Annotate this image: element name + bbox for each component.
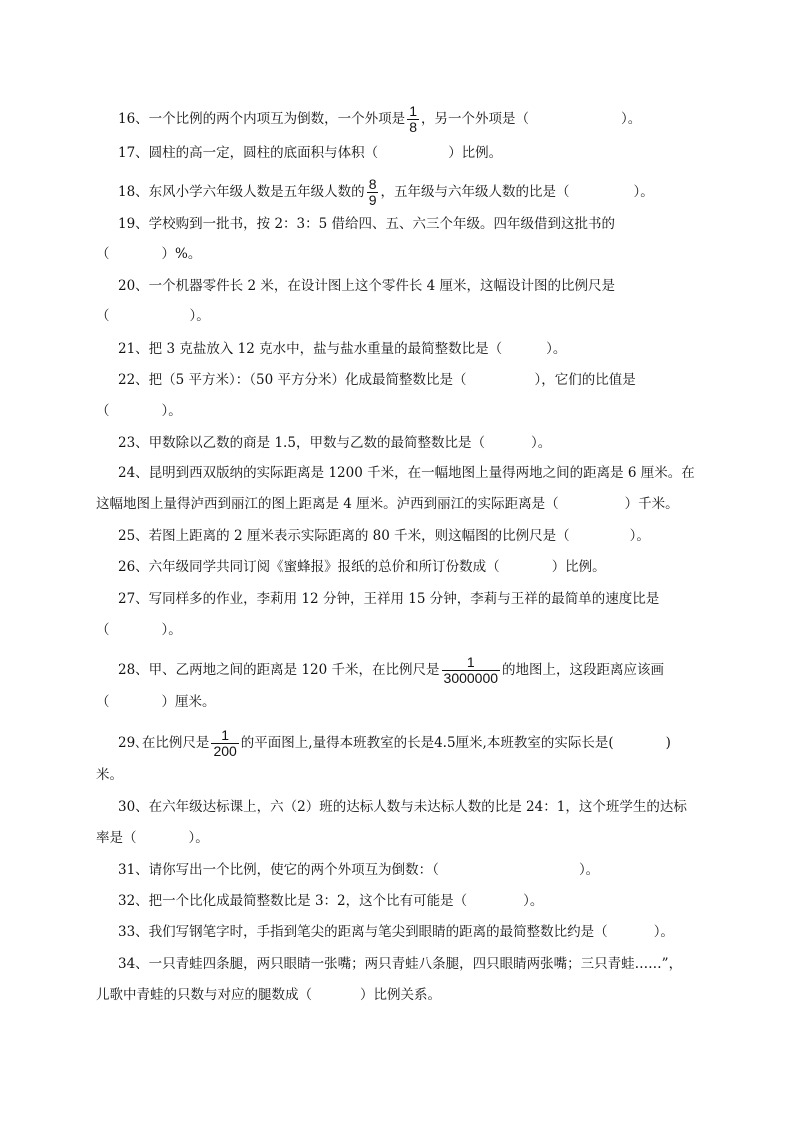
question-29-cont: 米。 [96,767,123,783]
question-22-cont: （ ）。 [96,403,182,419]
fraction-8-9: $\frac{8}{9}$ [368,176,377,208]
question-20-cont: （ ）。 [96,308,210,324]
question-32: 32、把一个比化成最简整数比是 3：2，这个比有可能是（ ）。 [118,893,544,909]
fraction-1-8: $\frac{1}{8}$ [409,103,417,135]
question-21: 21、把 3 克盐放入 12 克水中，盐与盐水重量的最简整数比是（ ）。 [118,341,567,357]
question-28: 28、甲、乙两地之间的距离是 120 千米，在比例尺是 $\frac{1}{3000000}$ 的地图上，这段距离应该画 [118,654,665,686]
question-24: 24、昆明到西双版纳的实际距离是 1200 千米，在一幅地图上量得两地之间的距离是 6 厘米。在 [118,465,695,481]
question-17: 17、圆柱的高一定，圆柱的底面积与体积（ ）比例。 [118,145,503,161]
question-34: 34、一只青蛙四条腿，两只眼睛一张嘴；两只青蛙八条腿，四只眼睛两张嘴；三只青蛙……”， [118,956,683,972]
question-22: 22、把（5 平方米）：（50 平方分米）化成最简整数比是（ ），它们的比值是 [118,372,636,388]
question-33: 33、我们写钢笔字时，手指到笔尖的距离与笔尖到眼睛的距离的最简整数比约是（ ）。 [118,924,674,940]
scale-fraction: $\frac{1}{200}$ [213,727,237,759]
question-31: 31、请你写出一个比例，使它的两个外项互为倒数：（ ）。 [118,862,600,878]
question-30-cont: 率是（ ）。 [96,830,209,846]
scale-fraction: $\frac{1}{3000000}$ [443,654,499,686]
question-27-cont: （ ）。 [96,622,182,638]
question-29: 29､在比例尺是 $\frac{1}{200}$ 的平面图上,量得本班教室的长是4.5厘米,本班教室的实际长是( ) [118,727,671,759]
question-28-cont: （ ）厘米。 [96,694,216,710]
question-16: 16、一个比例的两个内项互为倒数，一个外项是 $\frac{1}{8}$ ，另一个外项是（ ）。 [118,103,642,135]
question-26: 26、六年级同学共同订阅《蜜蜂报》报纸的总价和所订份数成（ ）比例。 [118,559,606,575]
question-20: 20、一个机器零件长 2 米，在设计图上这个零件长 4 厘米，这幅设计图的比例尺是 [118,278,616,294]
question-19-cont: （ ）%。 [96,246,202,262]
question-34-cont: 儿歌中青蛙的只数与对应的腿数成（ ）比例关系。 [96,987,441,1003]
question-24-cont: 这幅地图上量得泸西到丽江的图上距离是 4 厘米。泸西到丽江的实际距离是（ ）千米。 [96,496,679,512]
question-25: 25、若图上距离的 2 厘米表示实际距离的 80 千米，则这幅图的比例尺是（ ）。 [118,528,650,544]
question-18: 18、东风小学六年级人数是五年级人数的 $\frac{8}{9}$ ，五年级与六年级人数的比是（ ）。 [118,176,654,208]
question-23: 23、甲数除以乙数的商是 1.5，甲数与乙数的最简整数比是（ ）。 [118,435,552,451]
question-27: 27、写同样多的作业，李莉用 12 分钟，王祥用 15 分钟，李莉与王祥的最简单的速度比是 [118,591,660,607]
question-30: 30、在六年级达标课上，六（2）班的达标人数与未达标人数的比是 24：1，这个班学生的达标 [118,799,687,815]
question-19: 19、学校购到一批书，按 2：3：5 借给四、五、六三个年级。四年级借到这批书的 [118,216,616,232]
